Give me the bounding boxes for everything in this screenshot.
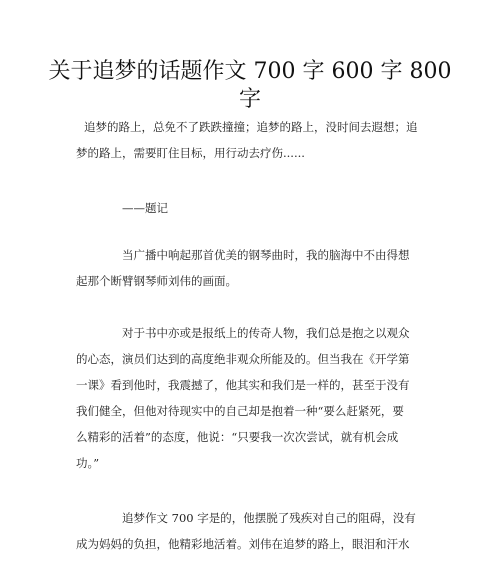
paragraph-2 <box>76 320 426 476</box>
paragraph-2-line-2: 的心态，演员们达到的高度绝非观众所能及的。但当我在《开学第 <box>76 352 410 366</box>
epigraph-line-1: 追梦的路上，总免不了跌跌撞撞；追梦的路上，没时间去遐想；追 <box>84 120 418 134</box>
paragraph-3-line-1: 追梦作文 700 字是的，他摆脱了残疾对自己的阻碍，没有 <box>122 511 416 525</box>
paragraph-2-line-1: 对于书中亦或是报纸上的传奇人物，我们总是抱之以观众 <box>122 326 410 340</box>
title-line-2: 字 <box>238 87 261 112</box>
paragraph-3-line-2: 成为妈妈的负担，他精彩地活着。刘伟在追梦的路上，眼泪和汗水 <box>76 537 410 551</box>
epigraph-line-2: 梦的路上，需要盯住目标，用行动去疗伤...... <box>76 146 305 160</box>
paragraph-2-line-4: 我们健全，但他对待现实中的自己却是抱着一种“要么赶紧死，要 <box>76 404 404 418</box>
epigraph <box>76 114 426 166</box>
paragraph-3 <box>76 505 426 557</box>
paragraph-2-line-5: 么精彩的活着”的态度，他说：“只要我一次次尝试，就有机会成 <box>76 430 399 444</box>
document-title <box>40 58 460 114</box>
paragraph-2-line-3: 一课》看到他时，我震撼了，他其实和我们是一样的，甚至于没有 <box>76 378 410 392</box>
paragraph-1 <box>76 242 426 294</box>
paragraph-1-line-2: 起那个断臂钢琴师刘伟的画面。 <box>76 274 237 288</box>
title-line-1: 关于追梦的话题作文 700 字 600 字 800 <box>48 59 452 84</box>
paragraph-1-line-1: 当广播中响起那首优美的钢琴曲时，我的脑海中不由得想 <box>122 248 410 262</box>
paragraph-2-line-6: 功。” <box>76 456 100 470</box>
epigraph-signature: ——题记 <box>122 201 168 215</box>
